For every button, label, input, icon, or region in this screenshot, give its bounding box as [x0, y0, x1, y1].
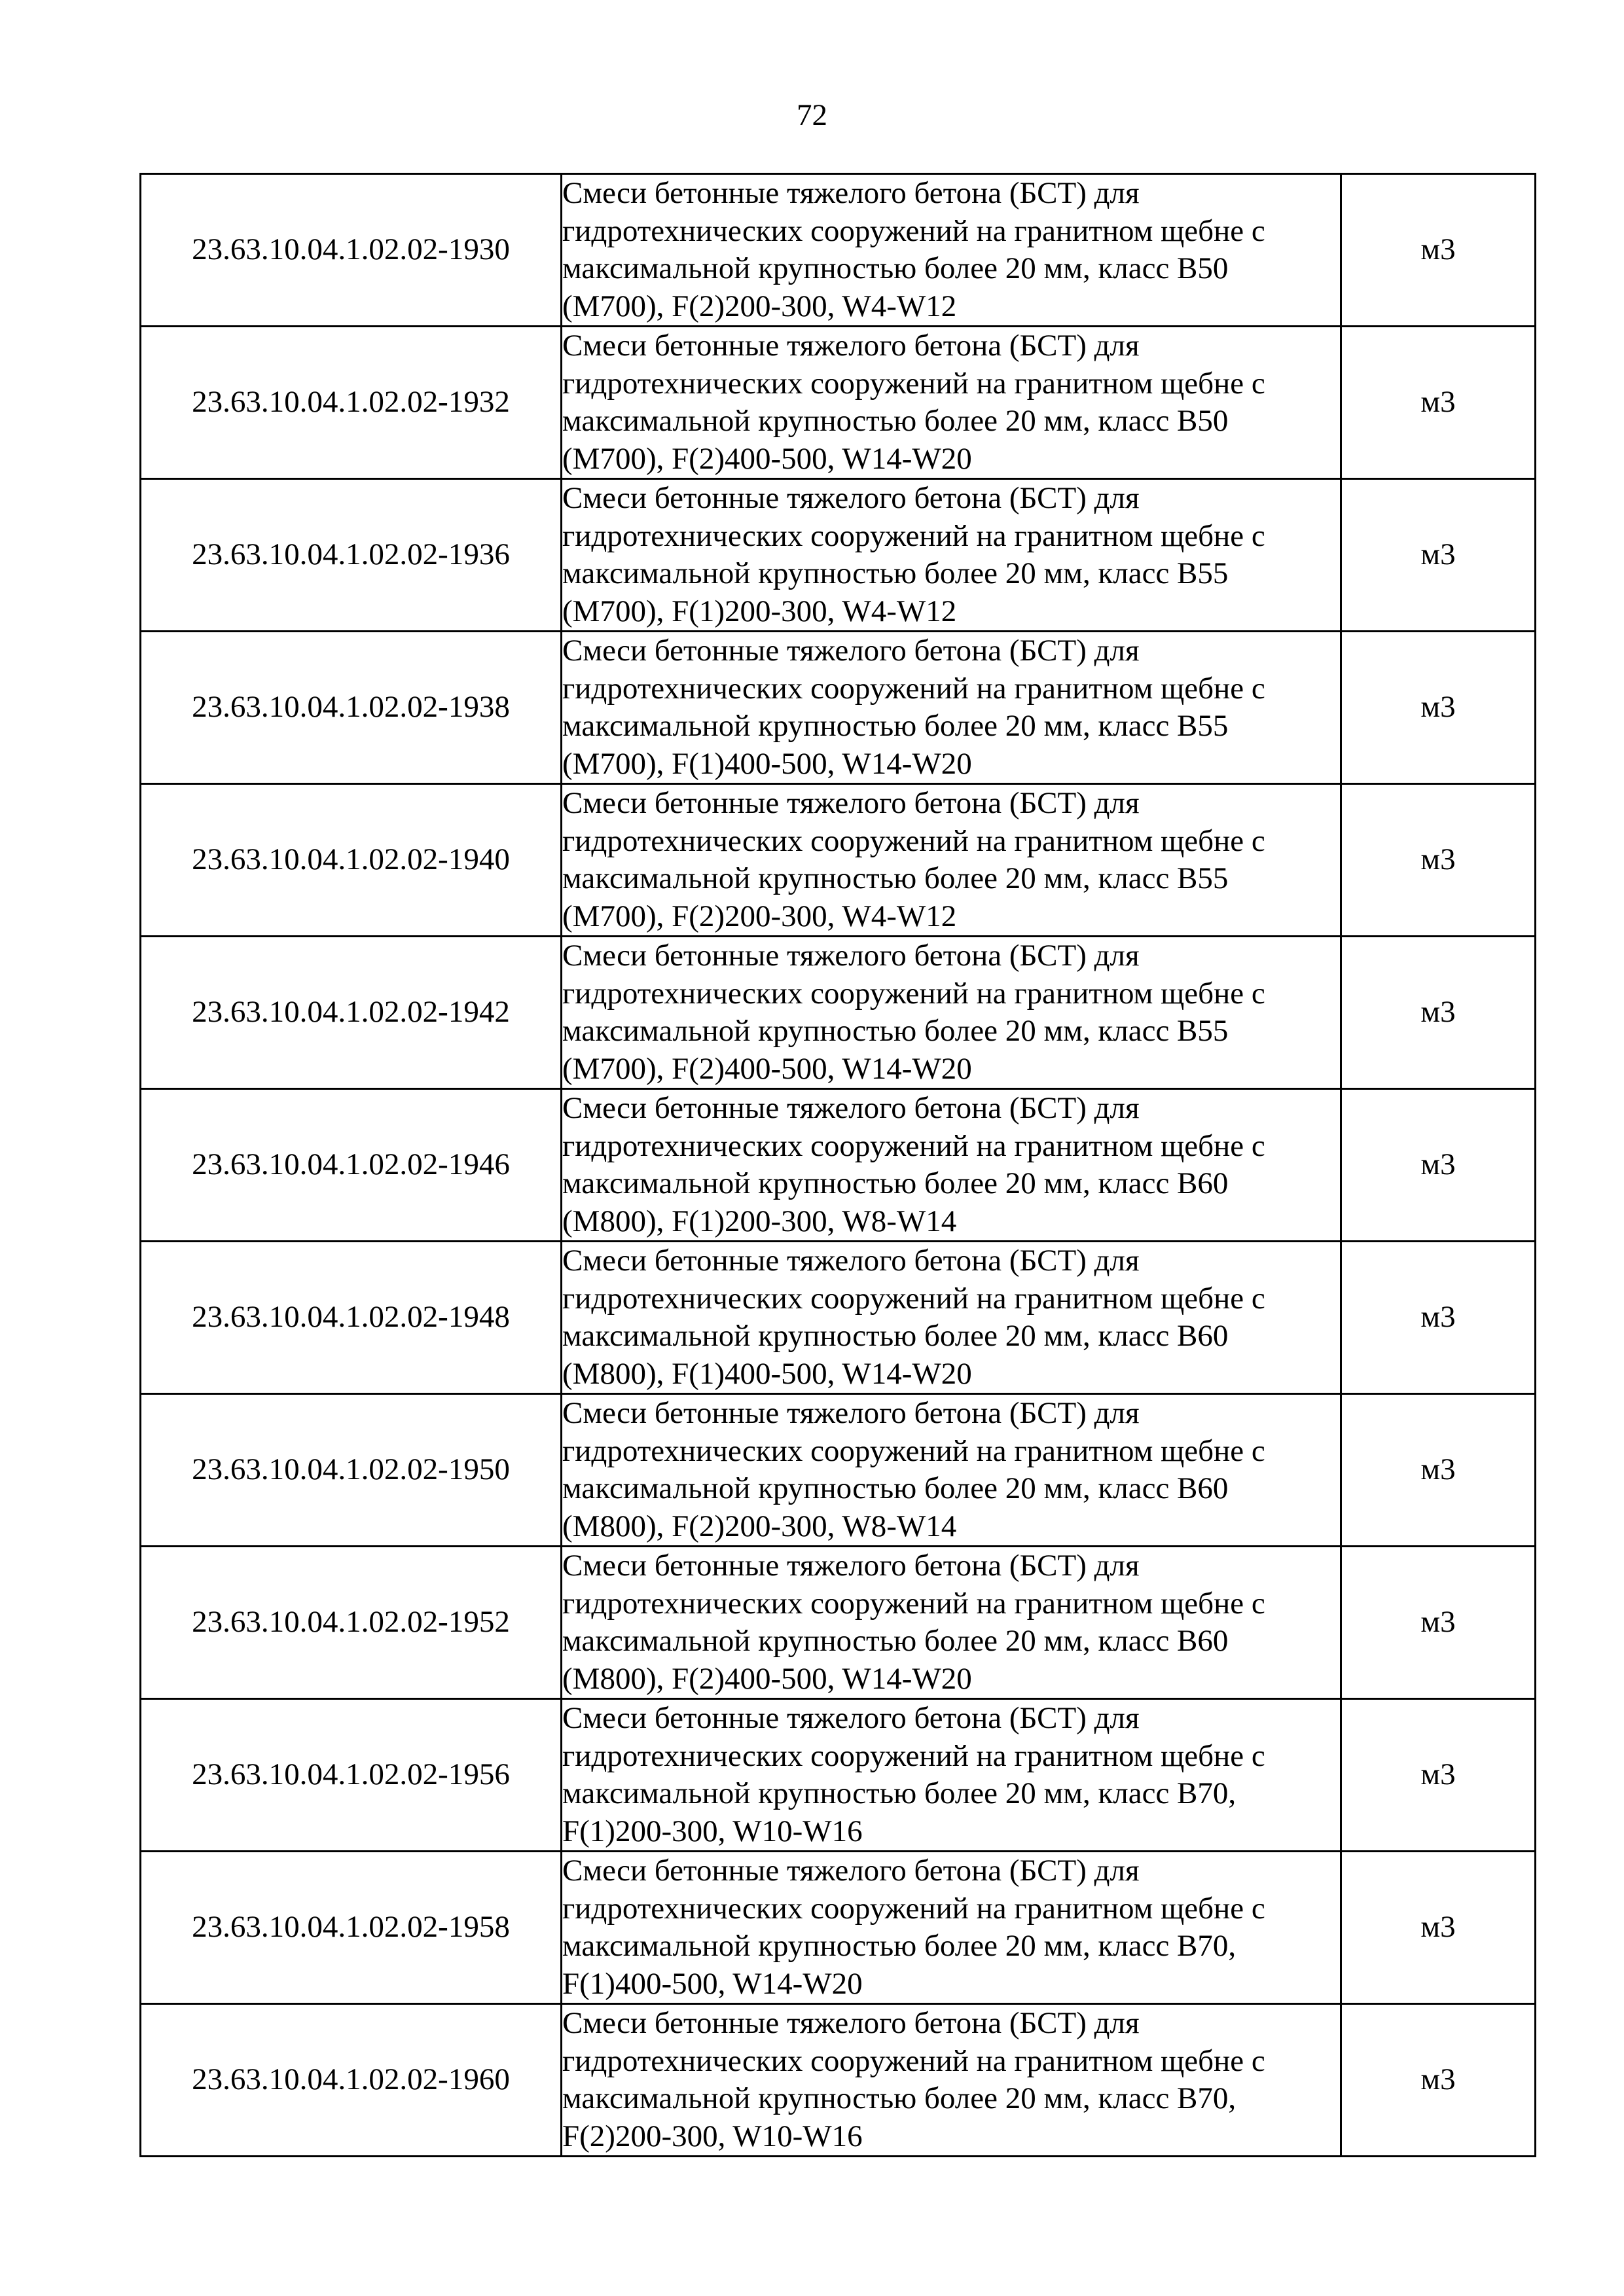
- unit-cell: м3: [1341, 479, 1536, 632]
- table-row: [141, 1699, 1536, 1852]
- unit-cell: м3: [1341, 327, 1536, 479]
- unit-cell: м3: [1341, 937, 1536, 1089]
- unit-cell: м3: [1341, 784, 1536, 937]
- unit-cell: м3: [1341, 632, 1536, 784]
- resource-code-cell: 23.63.10.04.1.02.02-1956: [141, 1699, 562, 1852]
- materials-table-body: [141, 174, 1536, 2157]
- resource-description-cell: Смеси бетонные тяжелого бетона (БСТ) для гидротехнических сооружений на гранитном щебне с максимальной крупностью более 20 мм, класс В60 (М800), F(1)400-500, W14-W20: [562, 1242, 1341, 1394]
- resource-description-cell: Смеси бетонные тяжелого бетона (БСТ) для гидротехнических сооружений на гранитном щебне с максимальной крупностью более 20 мм, класс В50 (М700), F(2)400-500, W14-W20: [562, 327, 1341, 479]
- resource-description-cell: Смеси бетонные тяжелого бетона (БСТ) для гидротехнических сооружений на гранитном щебне с максимальной крупностью более 20 мм, класс В70, F(1)200-300, W10-W16: [562, 1699, 1341, 1852]
- unit-cell: м3: [1341, 1852, 1536, 2004]
- resource-description-cell: Смеси бетонные тяжелого бетона (БСТ) для гидротехнических сооружений на гранитном щебне с максимальной крупностью более 20 мм, класс В70, F(2)200-300, W10-W16: [562, 2004, 1341, 2157]
- resource-code-cell: 23.63.10.04.1.02.02-1930: [141, 174, 562, 327]
- resource-code-cell: 23.63.10.04.1.02.02-1942: [141, 937, 562, 1089]
- resource-code-cell: 23.63.10.04.1.02.02-1948: [141, 1242, 562, 1394]
- table-row: [141, 327, 1536, 479]
- resource-code-cell: 23.63.10.04.1.02.02-1932: [141, 327, 562, 479]
- table-row: [141, 784, 1536, 937]
- table-row: [141, 2004, 1536, 2157]
- table-row: [141, 632, 1536, 784]
- table-row: [141, 1852, 1536, 2004]
- resource-description-cell: Смеси бетонные тяжелого бетона (БСТ) для гидротехнических сооружений на гранитном щебне с максимальной крупностью более 20 мм, класс В55 (М700), F(2)400-500, W14-W20: [562, 937, 1341, 1089]
- unit-cell: м3: [1341, 1547, 1536, 1699]
- resource-description-cell: Смеси бетонные тяжелого бетона (БСТ) для гидротехнических сооружений на гранитном щебне с максимальной крупностью более 20 мм, класс В70, F(1)400-500, W14-W20: [562, 1852, 1341, 2004]
- resource-code-cell: 23.63.10.04.1.02.02-1940: [141, 784, 562, 937]
- resource-code-cell: 23.63.10.04.1.02.02-1958: [141, 1852, 562, 2004]
- unit-cell: м3: [1341, 1394, 1536, 1547]
- unit-cell: м3: [1341, 1699, 1536, 1852]
- materials-table: [139, 173, 1536, 2157]
- page-number: 72: [797, 98, 827, 132]
- resource-description-cell: Смеси бетонные тяжелого бетона (БСТ) для гидротехнических сооружений на гранитном щебне с максимальной крупностью более 20 мм, класс В50 (М700), F(2)200-300, W4-W12: [562, 174, 1341, 327]
- unit-cell: м3: [1341, 174, 1536, 327]
- table-row: [141, 937, 1536, 1089]
- resource-code-cell: 23.63.10.04.1.02.02-1960: [141, 2004, 562, 2157]
- resource-description-cell: Смеси бетонные тяжелого бетона (БСТ) для гидротехнических сооружений на гранитном щебне с максимальной крупностью более 20 мм, класс В55 (М700), F(2)200-300, W4-W12: [562, 784, 1341, 937]
- unit-cell: м3: [1341, 2004, 1536, 2157]
- table-row: [141, 1394, 1536, 1547]
- resource-code-cell: 23.63.10.04.1.02.02-1946: [141, 1089, 562, 1242]
- unit-cell: м3: [1341, 1242, 1536, 1394]
- resource-description-cell: Смеси бетонные тяжелого бетона (БСТ) для гидротехнических сооружений на гранитном щебне с максимальной крупностью более 20 мм, класс В55 (М700), F(1)400-500, W14-W20: [562, 632, 1341, 784]
- resource-description-cell: Смеси бетонные тяжелого бетона (БСТ) для гидротехнических сооружений на гранитном щебне с максимальной крупностью более 20 мм, класс В55 (М700), F(1)200-300, W4-W12: [562, 479, 1341, 632]
- resource-description-cell: Смеси бетонные тяжелого бетона (БСТ) для гидротехнических сооружений на гранитном щебне с максимальной крупностью более 20 мм, класс В60 (М800), F(2)400-500, W14-W20: [562, 1547, 1341, 1699]
- resource-description-cell: Смеси бетонные тяжелого бетона (БСТ) для гидротехнических сооружений на гранитном щебне с максимальной крупностью более 20 мм, класс В60 (М800), F(1)200-300, W8-W14: [562, 1089, 1341, 1242]
- resource-code-cell: 23.63.10.04.1.02.02-1950: [141, 1394, 562, 1547]
- table-row: [141, 1242, 1536, 1394]
- table-row: [141, 1547, 1536, 1699]
- table-row: [141, 174, 1536, 327]
- resource-code-cell: 23.63.10.04.1.02.02-1938: [141, 632, 562, 784]
- resource-description-cell: Смеси бетонные тяжелого бетона (БСТ) для гидротехнических сооружений на гранитном щебне с максимальной крупностью более 20 мм, класс В60 (М800), F(2)200-300, W8-W14: [562, 1394, 1341, 1547]
- resource-code-cell: 23.63.10.04.1.02.02-1952: [141, 1547, 562, 1699]
- resource-code-cell: 23.63.10.04.1.02.02-1936: [141, 479, 562, 632]
- table-row: [141, 479, 1536, 632]
- unit-cell: м3: [1341, 1089, 1536, 1242]
- table-row: [141, 1089, 1536, 1242]
